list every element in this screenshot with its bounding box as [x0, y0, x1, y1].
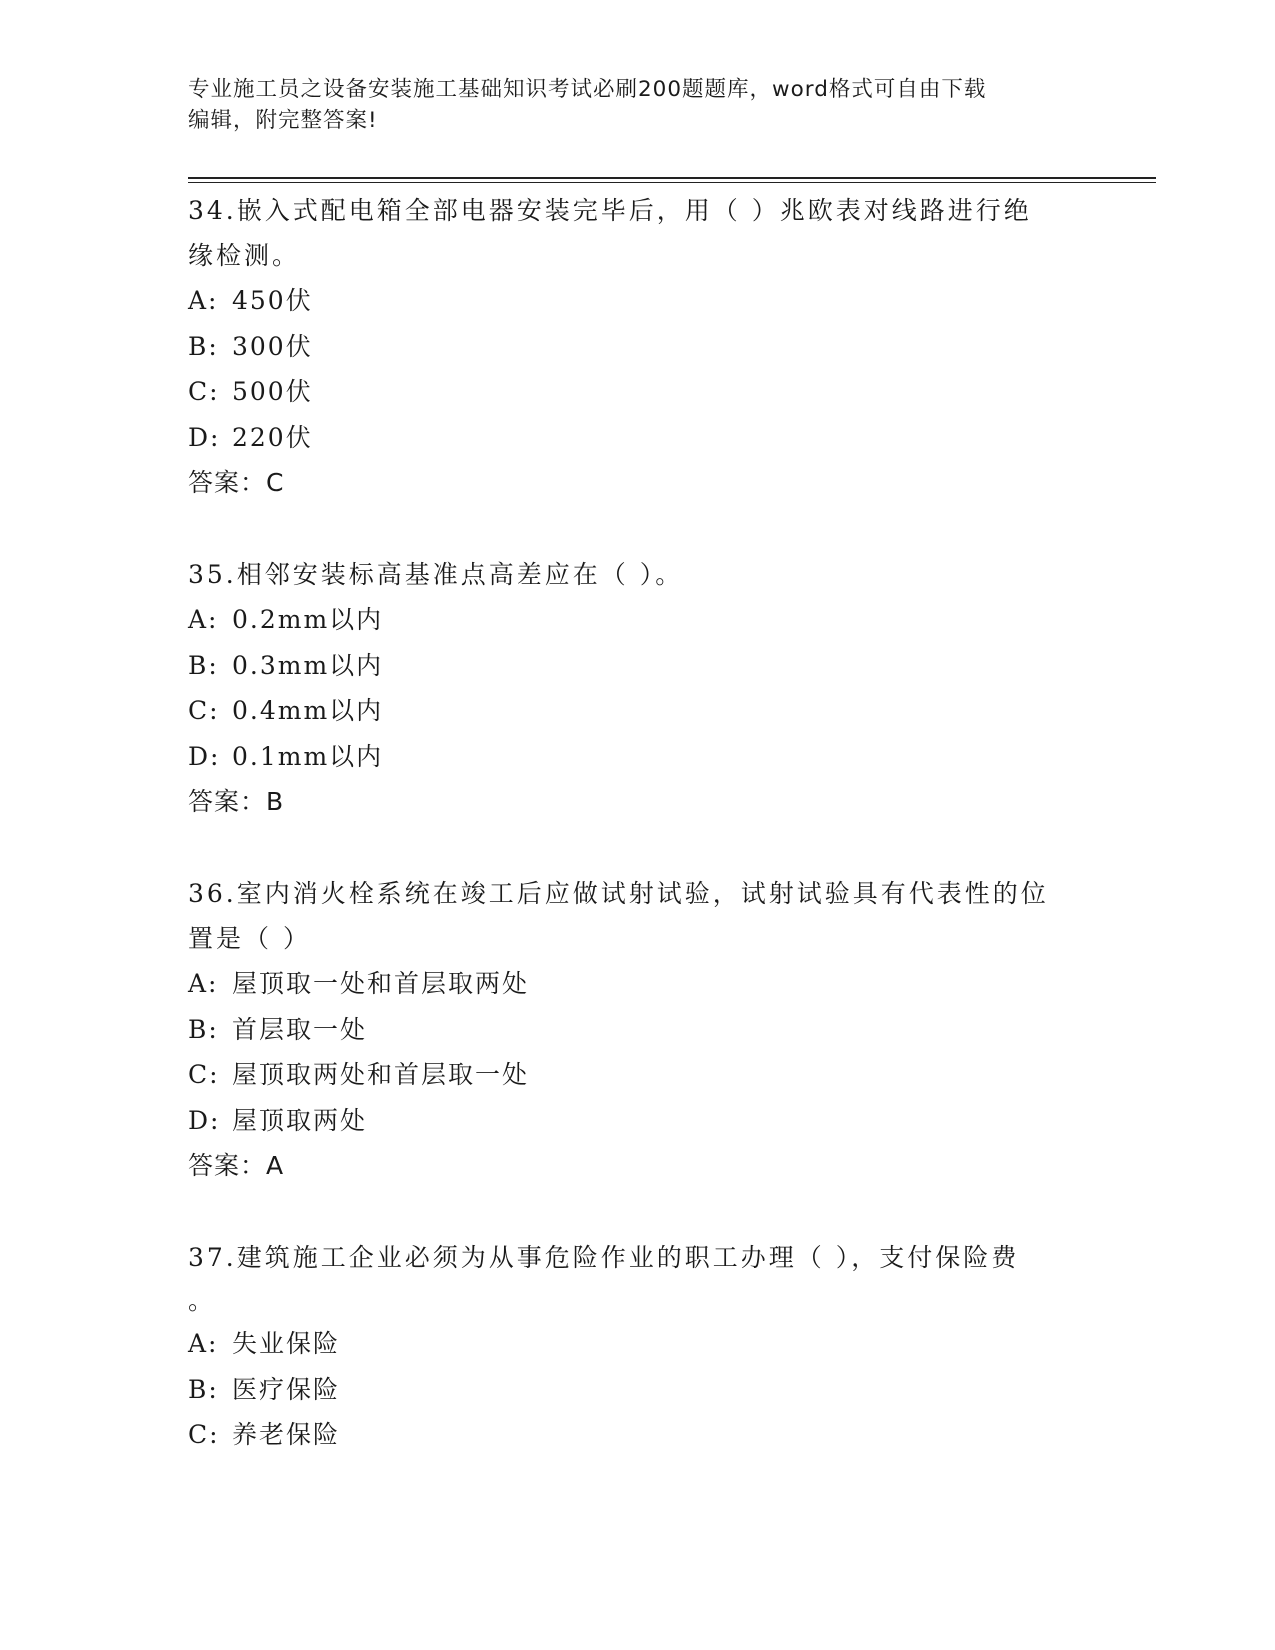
option-letter: C:	[188, 1060, 220, 1089]
question-stem-line: 36.室内消火栓系统在竣工后应做试射试验，试射试验具有代表性的位	[188, 879, 1049, 908]
question-37	[188, 1235, 1088, 1458]
option-letter: A:	[188, 605, 219, 634]
option-text: 0.4mm以内	[232, 696, 384, 725]
question-35	[188, 552, 1088, 824]
option-text: 屋顶取一处和首层取两处	[232, 969, 530, 998]
header-line-2: 编辑，附完整答案!	[188, 108, 378, 133]
option-d	[188, 415, 1088, 461]
option-letter: C:	[188, 696, 220, 725]
option-a	[188, 1321, 1088, 1367]
question-34	[188, 188, 1088, 505]
option-text: 医疗保险	[232, 1374, 341, 1404]
option-c	[188, 688, 1088, 734]
option-c	[188, 369, 1088, 415]
option-b	[188, 1367, 1088, 1413]
option-b	[188, 1007, 1088, 1053]
option-letter: B:	[188, 1374, 219, 1404]
header-line-1: 专业施工员之设备安装施工基础知识考试必刷200题题库，word格式可自由下载	[188, 77, 987, 102]
option-c	[188, 1412, 1088, 1458]
question-list	[188, 188, 1088, 1505]
option-text: 300伏	[232, 331, 313, 361]
question-stem-line: 35.相邻安装标高基准点高差应在（ ）。	[188, 560, 684, 589]
question-stem-line: 置是（ ）	[188, 924, 311, 953]
option-a	[188, 961, 1088, 1007]
document-header	[188, 74, 1088, 136]
question-stem-line: 37.建筑施工企业必须为从事危险作业的职工办理（ ），支付保险费	[188, 1243, 1020, 1272]
option-b	[188, 643, 1088, 689]
question-stem-line: 。	[188, 1286, 217, 1315]
option-text: 0.3mm以内	[232, 650, 384, 680]
answer-line: 答案：A	[188, 1151, 285, 1180]
option-text: 屋顶取两处和首层取一处	[232, 1060, 530, 1089]
option-text: 屋顶取两处	[232, 1105, 368, 1135]
option-text: 0.2mm以内	[232, 605, 384, 634]
option-letter: A:	[188, 969, 219, 998]
option-text: 450伏	[232, 286, 313, 315]
question-stem-line: 缘检测。	[188, 241, 301, 270]
option-text: 0.1mm以内	[232, 741, 384, 771]
question-36	[188, 871, 1088, 1188]
header-divider-thick	[188, 177, 1156, 179]
question-stem-line: 34.嵌入式配电箱全部电器安装完毕后，用（ ）兆欧表对线路进行绝	[188, 196, 1032, 225]
option-b	[188, 324, 1088, 370]
header-divider-thin	[188, 182, 1156, 183]
option-a	[188, 278, 1088, 324]
answer-line: 答案：C	[188, 468, 285, 497]
option-letter: D:	[188, 422, 221, 452]
option-text: 失业保险	[232, 1329, 341, 1358]
option-text: 220伏	[232, 422, 313, 452]
option-letter: D:	[188, 1105, 221, 1135]
answer-line: 答案：B	[188, 787, 285, 816]
option-text: 养老保险	[232, 1420, 341, 1449]
option-letter: B:	[188, 331, 219, 361]
option-c	[188, 1052, 1088, 1098]
option-letter: C:	[188, 377, 220, 406]
option-d	[188, 734, 1088, 780]
option-letter: A:	[188, 286, 219, 315]
option-letter: B:	[188, 650, 219, 680]
option-a	[188, 597, 1088, 643]
option-letter: B:	[188, 1014, 219, 1044]
option-text: 首层取一处	[232, 1014, 368, 1044]
option-text: 500伏	[232, 377, 313, 406]
option-letter: C:	[188, 1420, 220, 1449]
option-letter: D:	[188, 741, 221, 771]
option-letter: A:	[188, 1329, 219, 1358]
option-d	[188, 1098, 1088, 1144]
